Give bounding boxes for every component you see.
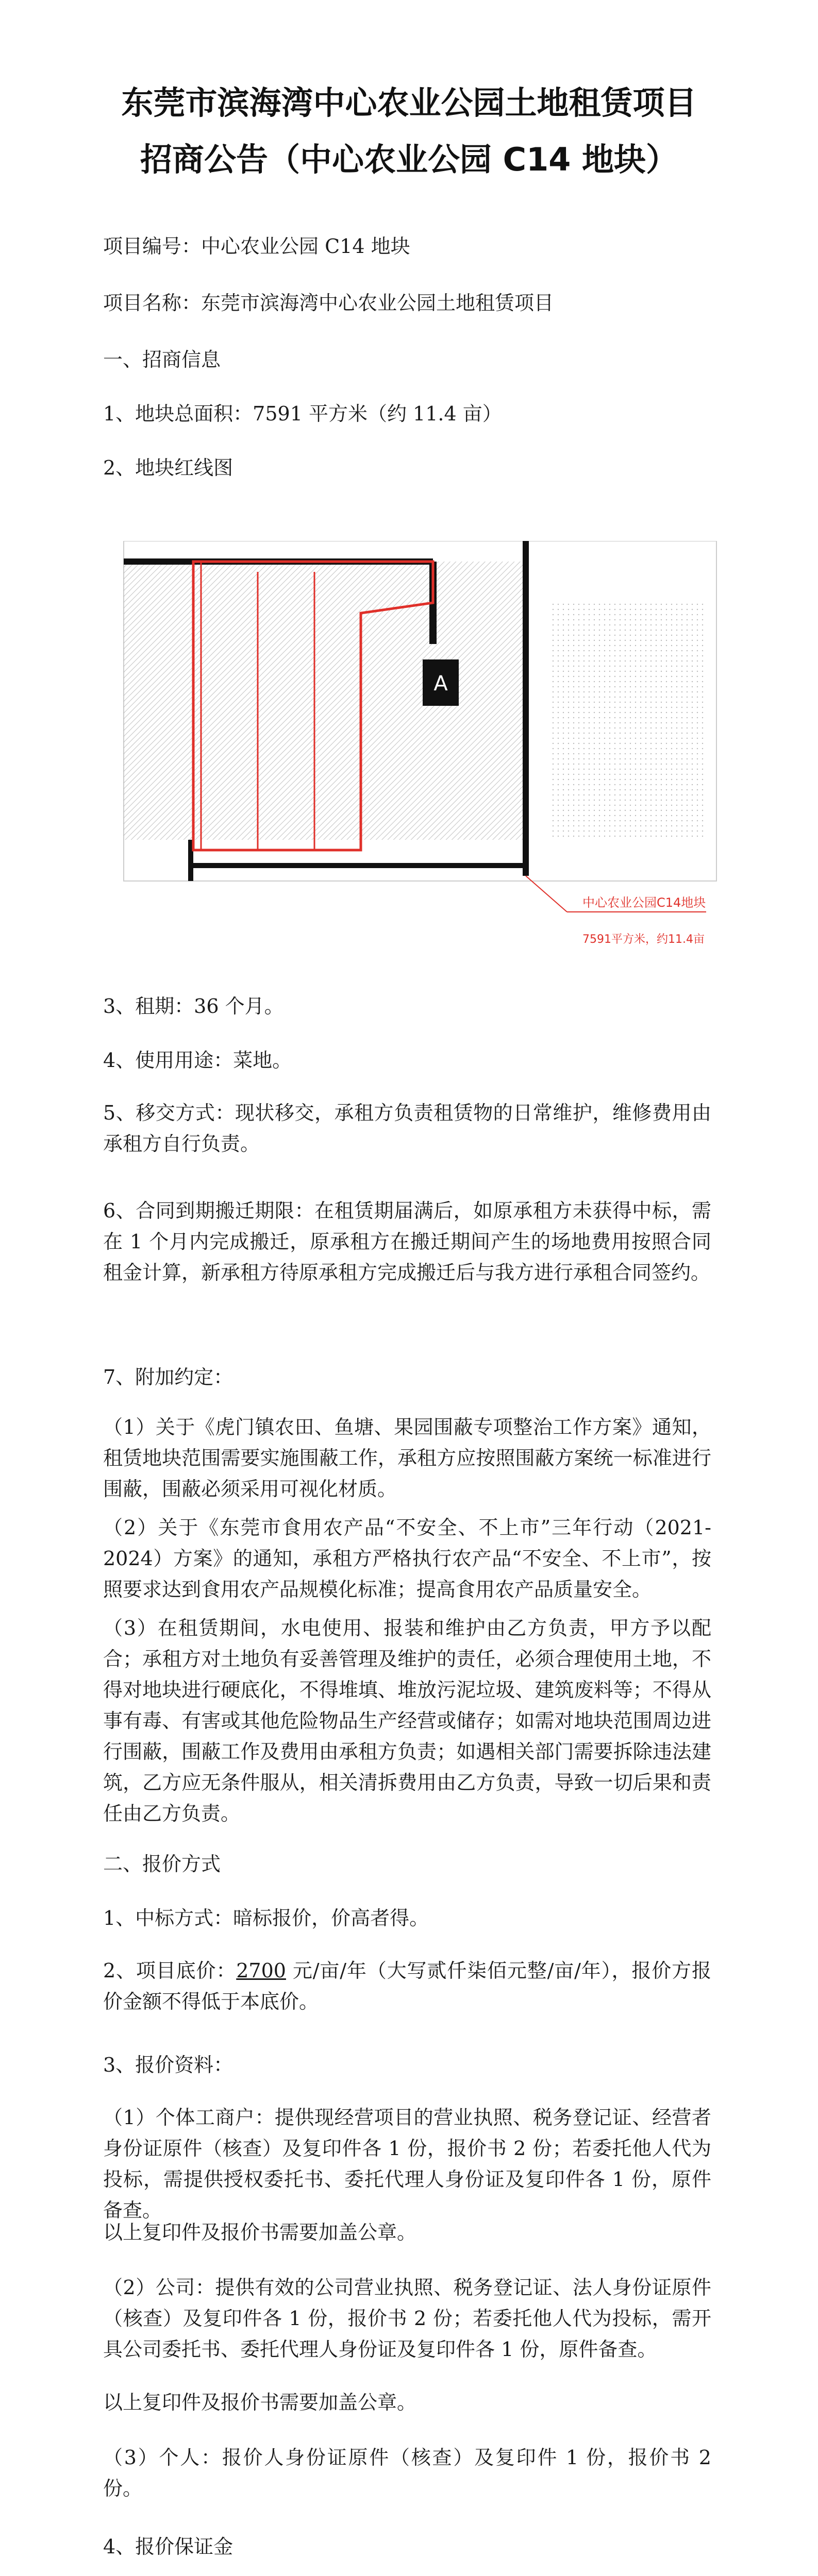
land-use: 4、使用用途：菜地。 bbox=[103, 1049, 292, 1072]
project-code: 项目编号：中心农业公园 C14 地块 bbox=[103, 235, 410, 258]
map-label-area: 7591平方米，约11.4亩 bbox=[582, 933, 705, 946]
dotted-area bbox=[552, 603, 706, 840]
title-line-2: 招商公告（中心农业公园 C14 地块） bbox=[140, 141, 678, 178]
building-letter: A bbox=[433, 672, 448, 696]
material-individual: （1）个体工商户：提供现经营项目的营业执照、税务登记证、经营者身份证原件（核查）及复印件各 1 份，报价书 2 份；若委托他人代为投标，需提供授权委托书、委托代理人身份证及复印件各 1 份，原件备查。 bbox=[103, 2106, 711, 2222]
floor-price-value: 2700 bbox=[236, 1959, 286, 1982]
hatched-area bbox=[124, 562, 526, 840]
map-heading: 2、地块红线图 bbox=[103, 456, 233, 479]
project-name: 项目名称：东莞市滨海湾中心农业公园土地租赁项目 bbox=[103, 292, 554, 314]
floor-price-prefix: 2、项目底价： bbox=[103, 1959, 237, 1982]
plot-map-svg bbox=[103, 541, 732, 969]
title-line-1: 东莞市滨海湾中心农业公园土地租赁项目 bbox=[121, 84, 697, 122]
material-company-note: 以上复印件及报价书需要加盖公章。 bbox=[103, 2391, 417, 2414]
lease-term: 3、租期：36 个月。 bbox=[103, 995, 284, 1018]
handover-method: 5、移交方式：现状移交，承租方负责租赁物的日常维护，维修费用由承租方自行负责。 bbox=[103, 1101, 711, 1155]
term-2: （2）关于《东莞市食用农产品“不安全、不上市”三年行动（2021-2024）方案》的通知，承租方严格执行农产品“不安全、不上市”，按照要求达到食用农产品规模化标准；提高食用农产品质量安全。 bbox=[103, 1516, 711, 1601]
material-person: （3）个人：报价人身份证原件（核查）及复印件 1 份，报价书 2 份。 bbox=[103, 2446, 711, 2500]
plot-boundary-map bbox=[103, 541, 732, 969]
floor-price-suffix: 元/亩/年（大写贰仟柒佰元整/亩/年），报价方报价金额不得低于本底价。 bbox=[103, 1959, 711, 2013]
term-3: （3）在租赁期间，水电使用、报装和维护由乙方负责，甲方予以配合；承租方对土地负有妥善管理及维护的责任，必须合理使用土地，不得对地块进行硬底化，不得堆填、堆放污泥垃圾、建筑废料等；不得从事有毒、有害或其他危险物品生产经营或储存；如需对地块范围周边进行围蔽，围蔽工作及费用由承租方负责；如遇相关部门需要拆除违法建筑，乙方应无条件服从，相关清拆费用由乙方负责，导致一切后果和责任由乙方负责。 bbox=[103, 1617, 711, 1825]
materials-heading: 3、报价资料： bbox=[103, 2054, 233, 2076]
section1-heading: 一、招商信息 bbox=[103, 348, 221, 371]
term-1: （1）关于《虎门镇农田、鱼塘、果园围蔽专项整治工作方案》通知，租赁地块范围需要实施围蔽工作，承租方应按照围蔽方案统一标准进行围蔽，围蔽必须采用可视化材质。 bbox=[103, 1416, 711, 1500]
material-individual-note: 以上复印件及报价书需要加盖公章。 bbox=[103, 2221, 417, 2244]
bid-method: 1、中标方式：暗标报价，价高者得。 bbox=[103, 1907, 429, 1929]
material-company: （2）公司：提供有效的公司营业执照、税务登记证、法人身份证原件（核查）及复印件各 1 份，报价书 2 份；若委托他人代为投标，需开具公司委托书、委托代理人身份证及复印件各 1 份，原件备查。 bbox=[103, 2276, 711, 2361]
terms-heading: 7、附加约定： bbox=[103, 1366, 233, 1388]
deposit-heading: 4、报价保证金 bbox=[103, 2535, 233, 2558]
map-label-plot: 中心农业公园C14地块 bbox=[582, 895, 706, 910]
expiry-relocation: 6、合同到期搬迁期限：在租赁期届满后，如原承租方未获得中标，需在 1 个月内完成搬迁，原承租方在搬迁期间产生的场地费用按照合同租金计算，新承租方待原承租方完成搬迁后与我方进行承租合同签约。 bbox=[103, 1199, 711, 1284]
section2-heading: 二、报价方式 bbox=[103, 1853, 221, 1875]
land-area: 1、地块总面积：7591 平方米（约 11.4 亩） bbox=[103, 402, 502, 425]
floor-price bbox=[103, 1955, 711, 2017]
